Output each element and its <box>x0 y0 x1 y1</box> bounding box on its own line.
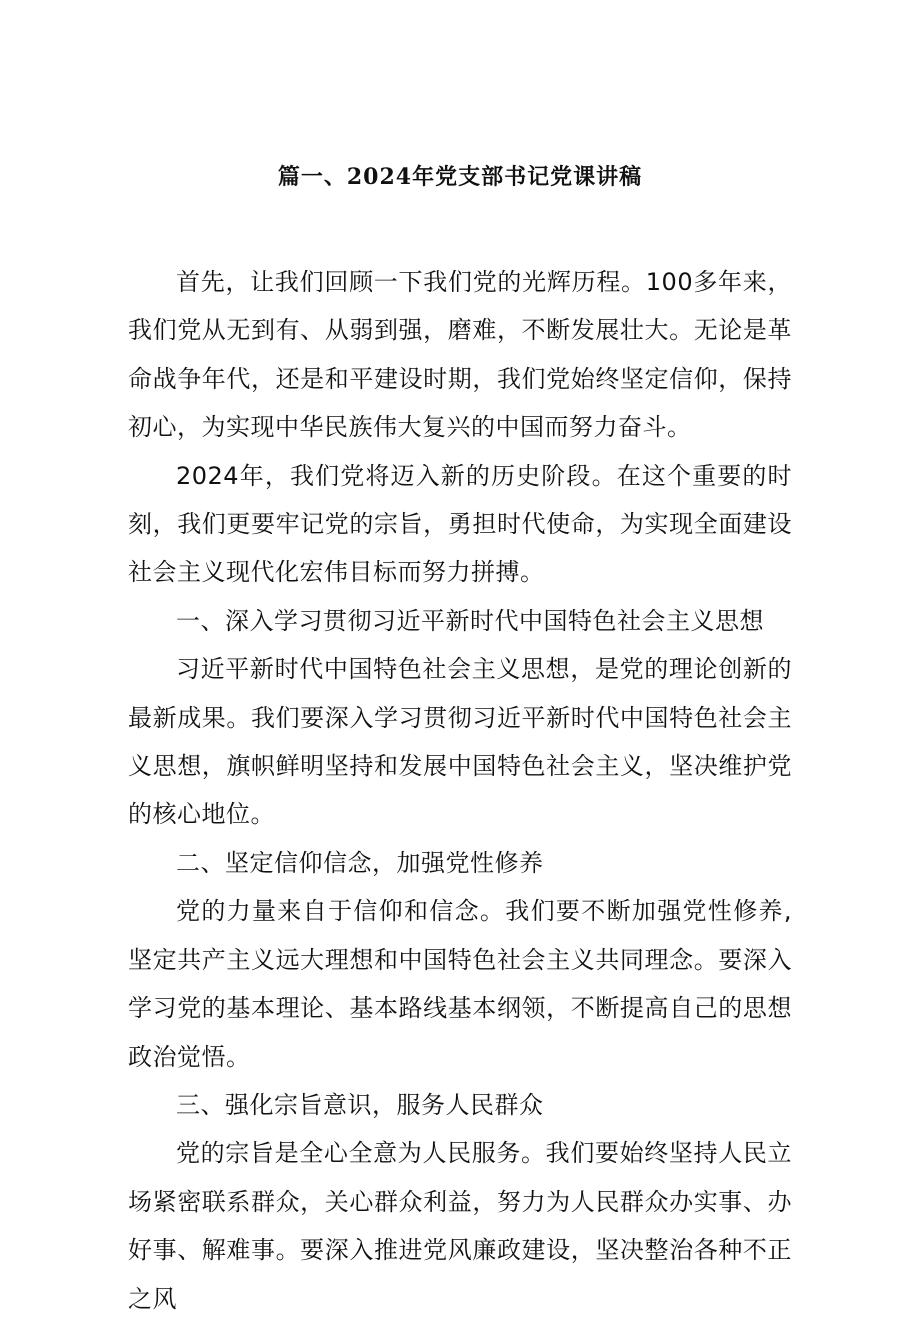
section-heading-2: 二、坚定信仰信念，加强党性修养 <box>176 848 544 877</box>
paragraph-section-3: 党的宗旨是全心全意为人民服务。我们要始终坚持人民立场紧密联系群众，关心群众利益，努力为人民群众办实事、办好事、解难事。要深入推进党风廉政建设，坚决整治各种不正之风 <box>128 1139 792 1313</box>
section-heading-3: 三、强化宗旨意识，服务人民群众 <box>176 1090 544 1119</box>
paragraph-section-1: 习近平新时代中国特色社会主义思想，是党的理论创新的最新成果。我们要深入学习贯彻习近平新时代中国特色社会主义思想，旗帜鲜明坚持和发展中国特色社会主义，坚决维护党的核心地位。 <box>128 655 792 829</box>
paragraph-section-2: 党的力量来自于信仰和信念。我们要不断加强党性修养,坚定共产主义远大理想和中国特色社会主义共同理念。要深入学习党的基本理论、基本路线基本纲领，不断提高自己的思想政治觉悟。 <box>128 897 792 1071</box>
document-body <box>128 258 792 1323</box>
paragraph-intro: 首先，让我们回顾一下我们党的光辉历程。100多年来，我们党从无到有、从弱到强，磨难，不断发展壮大。无论是革命战争年代，还是和平建设时期，我们党始终坚定信仰，保持初心，为实现中华民族伟大复兴的中国而努力奋斗。 <box>128 268 792 442</box>
document-title: 篇一、2024年党支部书记党课讲稿 <box>277 164 643 190</box>
paragraph-2024: 2024年，我们党将迈入新的历史阶段。在这个重要的时刻，我们更要牢记党的宗旨，勇担时代使命，为实现全面建设社会主义现代化宏伟目标而努力拼搏。 <box>128 461 792 587</box>
section-heading-1: 一、深入学习贯彻习近平新时代中国特色社会主义思想 <box>176 606 764 635</box>
